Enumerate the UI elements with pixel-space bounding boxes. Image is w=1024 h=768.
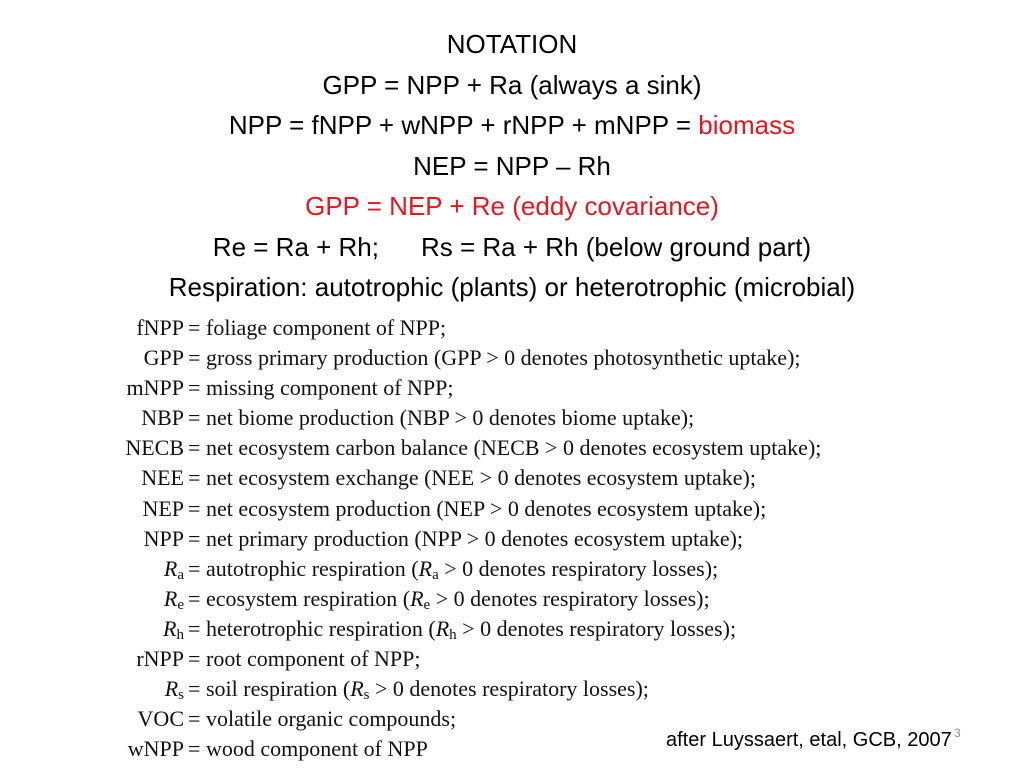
definition-text: gross primary production (GPP > 0 denotes photosynthetic uptake); xyxy=(206,345,801,371)
definition-symbol: R xyxy=(410,585,424,611)
equals-sign: = xyxy=(188,405,201,431)
equals-sign: = xyxy=(188,315,201,340)
definition-abbreviation: VOC xyxy=(137,706,184,732)
equals-sign: = xyxy=(188,465,201,491)
biomass-highlight: biomass xyxy=(698,110,796,140)
nep-equation: NEP = NPP – Rh xyxy=(413,150,611,181)
definition-abbreviation: rNPP xyxy=(136,646,184,672)
definition-row xyxy=(80,433,960,463)
definition-row xyxy=(80,463,960,493)
npp-equation xyxy=(0,105,1024,146)
abbreviation-symbol: R xyxy=(163,585,178,611)
definition-row xyxy=(80,313,960,343)
definition-text-after: > 0 denotes respiratory losses); xyxy=(369,676,649,702)
definition-abbreviation: wNPP xyxy=(127,736,184,762)
definition-text: root component of NPP; xyxy=(206,646,421,672)
definitions-list xyxy=(80,313,960,764)
notation-header xyxy=(0,24,1024,308)
definition-text xyxy=(204,584,710,614)
definition-abbreviation: NPP xyxy=(143,525,184,551)
respiration-description: Respiration: autotrophic (plants) or heterotrophic (microbial) xyxy=(168,272,856,302)
definition-text-before: autotrophic respiration ( xyxy=(206,555,419,581)
definition-text xyxy=(204,554,718,584)
equals-sign: = xyxy=(188,585,201,611)
equals-sign: = xyxy=(188,706,201,732)
definition-abbreviation xyxy=(80,614,184,644)
definition-abbreviation xyxy=(80,554,184,584)
definition-abbreviation: NEP xyxy=(142,495,184,521)
definition-text: net ecosystem carbon balance (NECB > 0 denotes ecosystem uptake); xyxy=(206,435,822,461)
definition-symbol: R xyxy=(435,615,450,641)
npp-equation-prefix: NPP = fNPP + wNPP + rNPP + mNPP = xyxy=(228,110,699,140)
definition-row xyxy=(80,524,960,554)
definition-text xyxy=(204,674,649,704)
definition-abbreviation xyxy=(80,674,184,704)
equals-sign: = xyxy=(188,525,201,551)
equals-sign: = xyxy=(188,736,201,762)
rs-equation: Rs = Ra + Rh (below ground part) xyxy=(421,231,812,262)
definition-row xyxy=(80,494,960,524)
abbreviation-subscript: h xyxy=(176,626,184,643)
definition-text: wood component of NPP xyxy=(206,736,428,762)
definition-text: net ecosystem exchange (NEE > 0 denotes ecosystem uptake); xyxy=(206,465,756,491)
equals-sign: = xyxy=(188,676,201,702)
abbreviation-symbol: R xyxy=(163,555,178,581)
definition-text-after: > 0 denotes respiratory losses); xyxy=(456,615,737,641)
respiration-equations xyxy=(0,227,1024,268)
citation: after Luyssaert, etal, GCB, 2007 xyxy=(666,729,952,751)
definition-subscript: e xyxy=(423,596,431,613)
definition-row xyxy=(80,403,960,433)
abbreviation-subscript: s xyxy=(178,687,184,704)
definition-subscript: s xyxy=(363,687,370,704)
equals-sign: = xyxy=(188,555,201,581)
definition-abbreviation: NBP xyxy=(141,405,184,431)
abbreviation-subscript: a xyxy=(177,566,184,583)
definition-text: net primary production (NPP > 0 denotes ecosystem uptake); xyxy=(206,525,744,551)
page-number: 3 xyxy=(954,726,961,740)
abbreviation-symbol: R xyxy=(163,615,177,641)
definition-row xyxy=(80,343,960,373)
definition-text-before: soil respiration ( xyxy=(206,676,351,702)
definition-text-before: ecosystem respiration ( xyxy=(206,585,411,611)
equals-sign: = xyxy=(188,375,201,401)
definition-row xyxy=(80,373,960,403)
definition-text: net ecosystem production (NEP > 0 denotes ecosystem uptake); xyxy=(206,495,767,521)
definition-row xyxy=(80,554,960,584)
definition-text-after: > 0 denotes respiratory losses); xyxy=(430,585,710,611)
abbreviation-subscript: e xyxy=(177,596,184,613)
definition-text: foliage component of NPP; xyxy=(206,315,447,340)
equals-sign: = xyxy=(188,345,201,371)
equals-sign: = xyxy=(188,615,201,641)
abbreviation-symbol: R xyxy=(164,676,179,702)
definition-text xyxy=(204,614,736,644)
definition-subscript: a xyxy=(432,566,439,583)
definition-abbreviation: mNPP xyxy=(126,375,184,401)
definition-subscript: h xyxy=(449,626,457,643)
re-equation: Re = Ra + Rh; xyxy=(212,231,379,262)
definition-text: net biome production (NBP > 0 denotes biome uptake); xyxy=(206,405,695,431)
equals-sign: = xyxy=(188,646,201,672)
definition-text: volatile organic compounds; xyxy=(206,706,457,732)
definition-abbreviation: GPP xyxy=(143,345,184,371)
definition-row xyxy=(80,644,960,674)
definition-abbreviation: fNPP xyxy=(136,315,184,340)
definition-row xyxy=(80,614,960,644)
definition-abbreviation: NECB xyxy=(125,435,184,461)
eddy-covariance-equation: GPP = NEP + Re (eddy covariance) xyxy=(305,191,719,221)
equals-sign: = xyxy=(188,435,201,461)
definition-text-before: heterotrophic respiration ( xyxy=(206,615,436,641)
gpp-equation: GPP = NPP + Ra (always a sink) xyxy=(322,69,702,100)
definition-row xyxy=(80,584,960,614)
equals-sign: = xyxy=(188,495,201,521)
definition-abbreviation: NEE xyxy=(141,465,184,491)
definition-symbol: R xyxy=(418,555,433,581)
definition-row xyxy=(80,674,960,704)
definition-text: missing component of NPP; xyxy=(206,375,454,401)
definition-symbol: R xyxy=(350,676,364,702)
notation-title: NOTATION xyxy=(446,29,578,59)
definition-abbreviation xyxy=(80,584,184,614)
definition-text-after: > 0 denotes respiratory losses); xyxy=(438,555,719,581)
